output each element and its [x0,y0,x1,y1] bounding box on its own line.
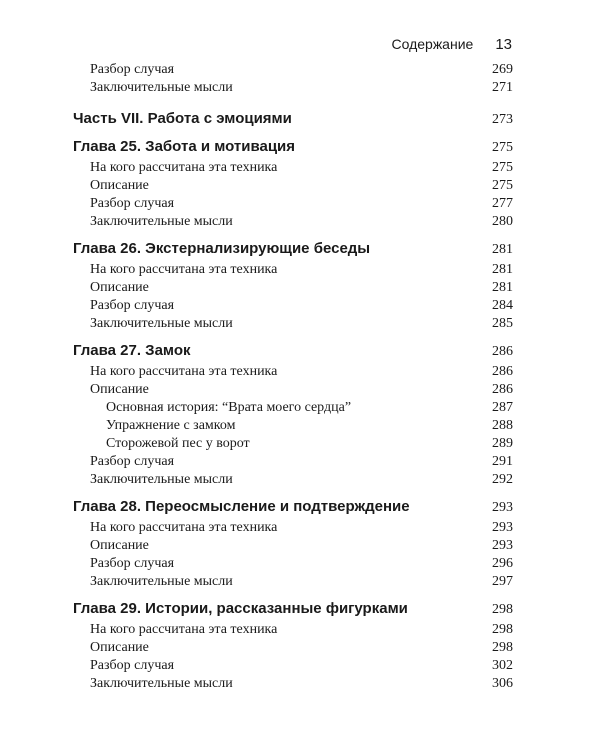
toc-entry-row [73,382,513,400]
toc-page-number: 275 [492,178,513,193]
toc-entry-title: Разбор случая [90,658,175,673]
toc-page-number: 281 [492,262,513,277]
toc-entry-title: Разбор случая [90,556,175,571]
toc-entry-row [73,520,513,538]
toc-entry-row [73,472,513,490]
toc-chapter-row [73,342,513,364]
toc-page-number: 293 [492,538,513,553]
toc-entry-title: Разбор случая [90,298,175,313]
toc-page-number: 286 [492,382,513,397]
running-head-section: Содержание [391,36,474,52]
toc-page-number: 275 [492,140,513,155]
toc-entry-row [73,622,513,640]
toc-page-number: 293 [492,500,513,515]
toc-sub-title: Сторожевой пес у ворот [106,436,250,451]
toc-entry-row [73,62,513,80]
toc-page-number: 275 [492,160,513,175]
toc-sub-row [73,418,513,436]
toc-page-number: 298 [492,640,513,655]
toc-entry-row [73,80,513,98]
toc-entry-row [73,640,513,658]
toc-page-number: 286 [492,364,513,379]
toc-entry-row [73,574,513,592]
toc-sub-title: Основная история: “Врата моего сердца” [106,400,352,415]
toc-entry-title: Описание [90,538,149,553]
toc-page-number: 287 [492,400,513,415]
toc-page-number: 289 [492,436,513,451]
toc-page-number: 280 [492,214,513,229]
toc-page-number: 273 [492,112,513,127]
toc-entry-title: На кого рассчитана эта техника [90,622,278,637]
toc-page-number: 281 [492,280,513,295]
toc-page-number: 284 [492,298,513,313]
toc-page-number: 291 [492,454,513,469]
toc-entry-title: Заключительные мысли [90,574,233,589]
toc-chapter-title: Глава 29. Истории, рассказанные фигурками [73,600,408,617]
toc-entry-title: Описание [90,640,149,655]
toc-page-number: 285 [492,316,513,331]
toc-entry-title: На кого рассчитана эта техника [90,262,278,277]
toc-chapter-row [73,600,513,622]
toc-entry-title: На кого рассчитана эта техника [90,160,278,175]
toc-entry-title: Разбор случая [90,454,175,469]
toc-entry-title: Описание [90,382,149,397]
toc-entry-row [73,658,513,676]
toc-entry-title: Разбор случая [90,196,175,211]
toc-entry-row [73,262,513,280]
toc-entry-title: Заключительные мысли [90,80,233,95]
toc-sub-row [73,436,513,454]
toc-chapter-row [73,138,513,160]
toc-part-row [73,110,513,130]
toc-chapter-title: Глава 25. Забота и мотивация [73,138,296,155]
toc-entry-title: На кого рассчитана эта техника [90,520,278,535]
toc-entry-row [73,160,513,178]
toc-entry-row [73,280,513,298]
toc-entry-row [73,316,513,334]
toc-page-number: 306 [492,676,513,691]
toc-chapter-row [73,498,513,520]
toc-chapter-title: Глава 28. Переосмысление и подтверждение [73,498,410,515]
page-number: 13 [495,36,512,53]
toc-entry-title: Разбор случая [90,62,175,77]
toc-chapter-title: Глава 27. Замок [73,342,191,359]
toc-page-number: 298 [492,602,513,617]
toc-entry-row [73,298,513,316]
toc-entry-title: Описание [90,178,149,193]
toc-entry-row [73,214,513,232]
toc-page-number: 288 [492,418,513,433]
toc-page-number: 293 [492,520,513,535]
toc-page-number: 296 [492,556,513,571]
toc-page-number: 269 [492,62,513,77]
toc-entry-row [73,196,513,214]
running-head [391,36,512,53]
toc-entry-row [73,364,513,382]
toc-page-number: 277 [492,196,513,211]
toc-page-number: 281 [492,242,513,257]
toc-page-number: 298 [492,622,513,637]
toc-page-number: 302 [492,658,513,673]
toc-entry-title: Заключительные мысли [90,676,233,691]
toc-entry-row [73,676,513,694]
toc-chapter-title: Глава 26. Экстернализирующие беседы [73,240,371,257]
toc-page-number: 292 [492,472,513,487]
toc-entry-row [73,178,513,196]
toc-entry-title: На кого рассчитана эта техника [90,364,278,379]
table-of-contents [73,62,513,694]
toc-entry-title: Заключительные мысли [90,316,233,331]
toc-page-number: 271 [492,80,513,95]
toc-entry-row [73,454,513,472]
toc-entry-title: Заключительные мысли [90,472,233,487]
toc-entry-title: Описание [90,280,149,295]
toc-page-number: 286 [492,344,513,359]
toc-entry-row [73,556,513,574]
toc-page-number: 297 [492,574,513,589]
toc-chapter-row [73,240,513,262]
toc-entry-row [73,538,513,556]
toc-part-title: Часть VII. Работа с эмоциями [73,110,292,127]
toc-sub-title: Упражнение с замком [106,418,236,433]
toc-sub-row [73,400,513,418]
toc-entry-title: Заключительные мысли [90,214,233,229]
